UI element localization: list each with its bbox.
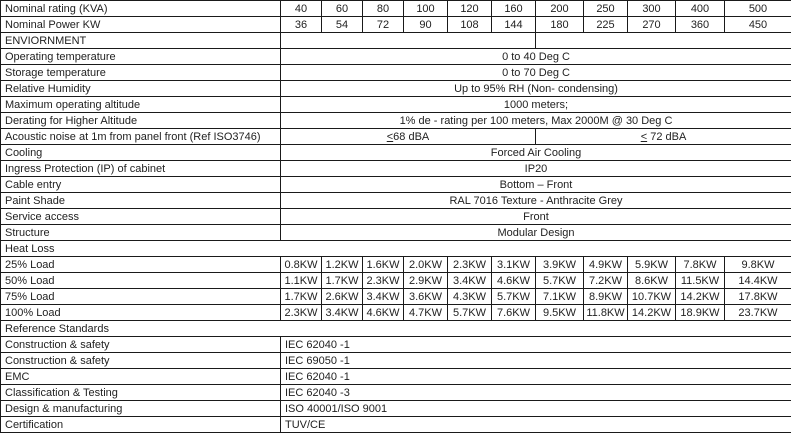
heat-loss-cell: 3.4KW — [322, 305, 363, 321]
power-cell: 180 — [536, 17, 584, 33]
standard-value: IEC 69050 -1 — [281, 353, 791, 369]
row-label: Paint Shade — [1, 193, 281, 209]
empty-cell — [281, 33, 536, 49]
rating-cell: 80 — [363, 1, 404, 17]
spec-row — [1, 113, 791, 129]
heat-loss-row — [1, 305, 791, 321]
row-label: Storage temperature — [1, 65, 281, 81]
row-label: Service access — [1, 209, 281, 225]
heat-loss-cell: 5.9KW — [628, 257, 676, 273]
heat-loss-cell: 4.3KW — [448, 289, 492, 305]
row-label: 75% Load — [1, 289, 281, 305]
row-label: Cooling — [1, 145, 281, 161]
heat-loss-cell: 3.1KW — [492, 257, 536, 273]
empty-cell — [536, 33, 791, 49]
heat-loss-cell: 11.5KW — [676, 273, 725, 289]
row-label: Operating temperature — [1, 49, 281, 65]
less-than-symbol: < — [640, 130, 648, 143]
nominal-power-row — [1, 17, 791, 33]
standard-row — [1, 369, 791, 385]
less-than-symbol: < — [386, 130, 394, 143]
standard-value: IEC 62040 -1 — [281, 337, 791, 353]
row-value: 0 to 70 Deg C — [281, 65, 791, 81]
heat-loss-cell: 8.9KW — [584, 289, 628, 305]
heat-loss-row — [1, 257, 791, 273]
power-cell: 144 — [492, 17, 536, 33]
row-value: 0 to 40 Deg C — [281, 49, 791, 65]
heat-loss-cell: 7.6KW — [492, 305, 536, 321]
heat-loss-cell: 1.2KW — [322, 257, 363, 273]
standard-value: IEC 62040 -3 — [281, 385, 791, 401]
heat-loss-cell: 14.2KW — [628, 305, 676, 321]
row-value: Up to 95% RH (Non- condensing) — [281, 81, 791, 97]
heat-loss-cell: 2.3KW — [448, 257, 492, 273]
heat-loss-cell: 5.7KW — [536, 273, 584, 289]
spec-row — [1, 65, 791, 81]
heat-loss-cell: 7.8KW — [676, 257, 725, 273]
row-label: Classification & Testing — [1, 385, 281, 401]
acoustic-low-text: 68 dBA — [393, 130, 430, 143]
section-header: Heat Loss — [1, 241, 791, 257]
spec-row — [1, 177, 791, 193]
rating-cell: 250 — [584, 1, 628, 17]
rating-cell: 200 — [536, 1, 584, 17]
row-label: Nominal Power KW — [1, 17, 281, 33]
row-label: Relative Humidity — [1, 81, 281, 97]
rating-cell: 160 — [492, 1, 536, 17]
section-header: Reference Standards — [1, 321, 791, 337]
heat-loss-cell: 17.8KW — [725, 289, 791, 305]
row-value: RAL 7016 Texture - Anthracite Grey — [281, 193, 791, 209]
rating-cell: 300 — [628, 1, 676, 17]
row-label: Derating for Higher Altitude — [1, 113, 281, 129]
row-label: Nominal rating (KVA) — [1, 1, 281, 17]
row-label: Maximum operating altitude — [1, 97, 281, 113]
standard-row — [1, 337, 791, 353]
heat-loss-cell: 18.9KW — [676, 305, 725, 321]
row-value: Front — [281, 209, 791, 225]
heat-loss-cell: 3.4KW — [363, 289, 404, 305]
acoustic-high-value — [536, 129, 791, 145]
heat-loss-cell: 9.5KW — [536, 305, 584, 321]
environment-header-row — [1, 33, 791, 49]
power-cell: 360 — [676, 17, 725, 33]
heat-loss-cell: 0.8KW — [281, 257, 322, 273]
row-value: 1% de - rating per 100 meters, Max 2000M @ 30 Deg C — [281, 113, 791, 129]
heat-loss-cell: 8.6KW — [628, 273, 676, 289]
row-label: Certification — [1, 417, 281, 433]
acoustic-noise-row — [1, 129, 791, 145]
acoustic-low-value — [281, 129, 536, 145]
heat-loss-cell: 10.7KW — [628, 289, 676, 305]
spec-row — [1, 193, 791, 209]
acoustic-high-text: 72 dBA — [647, 130, 687, 143]
heat-loss-cell: 2.6KW — [322, 289, 363, 305]
standard-row — [1, 401, 791, 417]
row-value: Modular Design — [281, 225, 791, 241]
heat-loss-cell: 1.1KW — [281, 273, 322, 289]
power-cell: 225 — [584, 17, 628, 33]
standard-value: IEC 62040 -1 — [281, 369, 791, 385]
power-cell: 450 — [725, 17, 791, 33]
row-label: Acoustic noise at 1m from panel front (Ref ISO3746) — [1, 129, 281, 145]
heat-loss-row — [1, 273, 791, 289]
spec-row — [1, 225, 791, 241]
heat-loss-cell: 7.2KW — [584, 273, 628, 289]
nominal-rating-row — [1, 1, 791, 17]
heat-loss-cell: 1.7KW — [322, 273, 363, 289]
row-label: Construction & safety — [1, 337, 281, 353]
row-label: 25% Load — [1, 257, 281, 273]
row-label: Ingress Protection (IP) of cabinet — [1, 161, 281, 177]
standard-row — [1, 385, 791, 401]
rating-cell: 400 — [676, 1, 725, 17]
standard-value: TUV/CE — [281, 417, 791, 433]
row-label: Construction & safety — [1, 353, 281, 369]
row-label: Design & manufacturing — [1, 401, 281, 417]
rating-cell: 500 — [725, 1, 791, 17]
heat-loss-cell: 3.6KW — [404, 289, 448, 305]
spec-row — [1, 81, 791, 97]
heat-loss-cell: 7.1KW — [536, 289, 584, 305]
heat-loss-cell: 2.3KW — [363, 273, 404, 289]
heat-loss-cell: 5.7KW — [492, 289, 536, 305]
row-label: 50% Load — [1, 273, 281, 289]
row-value: IP20 — [281, 161, 791, 177]
standard-row — [1, 353, 791, 369]
heat-loss-row — [1, 289, 791, 305]
row-label: 100% Load — [1, 305, 281, 321]
row-value: 1000 meters; — [281, 97, 791, 113]
heat-loss-cell: 14.2KW — [676, 289, 725, 305]
heat-loss-cell: 23.7KW — [725, 305, 791, 321]
power-cell: 108 — [448, 17, 492, 33]
heat-loss-cell: 4.9KW — [584, 257, 628, 273]
heat-loss-cell: 3.9KW — [536, 257, 584, 273]
heat-loss-cell: 2.3KW — [281, 305, 322, 321]
row-value: Bottom – Front — [281, 177, 791, 193]
rating-cell: 100 — [404, 1, 448, 17]
heat-loss-cell: 1.7KW — [281, 289, 322, 305]
rating-cell: 120 — [448, 1, 492, 17]
standard-row — [1, 417, 791, 433]
heat-loss-cell: 2.9KW — [404, 273, 448, 289]
standards-header-row — [1, 321, 791, 337]
heat-loss-cell: 4.6KW — [492, 273, 536, 289]
power-cell: 72 — [363, 17, 404, 33]
power-cell: 270 — [628, 17, 676, 33]
heat-loss-cell: 4.7KW — [404, 305, 448, 321]
standard-value: ISO 40001/ISO 9001 — [281, 401, 791, 417]
section-header: ENVIORNMENT — [1, 33, 281, 49]
heat-loss-cell: 1.6KW — [363, 257, 404, 273]
power-cell: 90 — [404, 17, 448, 33]
row-label: EMC — [1, 369, 281, 385]
spec-row — [1, 49, 791, 65]
heat-loss-cell: 2.0KW — [404, 257, 448, 273]
row-label: Cable entry — [1, 177, 281, 193]
heat-loss-cell: 9.8KW — [725, 257, 791, 273]
power-cell: 54 — [322, 17, 363, 33]
power-cell: 36 — [281, 17, 322, 33]
heat-loss-cell: 4.6KW — [363, 305, 404, 321]
heat-loss-cell: 14.4KW — [725, 273, 791, 289]
spec-row — [1, 145, 791, 161]
rating-cell: 60 — [322, 1, 363, 17]
row-label: Structure — [1, 225, 281, 241]
row-value: Forced Air Cooling — [281, 145, 791, 161]
heat-loss-cell: 11.8KW — [584, 305, 628, 321]
spec-row — [1, 209, 791, 225]
spec-row — [1, 97, 791, 113]
spec-row — [1, 161, 791, 177]
heat-loss-cell: 3.4KW — [448, 273, 492, 289]
heat-loss-cell: 5.7KW — [448, 305, 492, 321]
rating-cell: 40 — [281, 1, 322, 17]
heat-loss-header-row — [1, 241, 791, 257]
